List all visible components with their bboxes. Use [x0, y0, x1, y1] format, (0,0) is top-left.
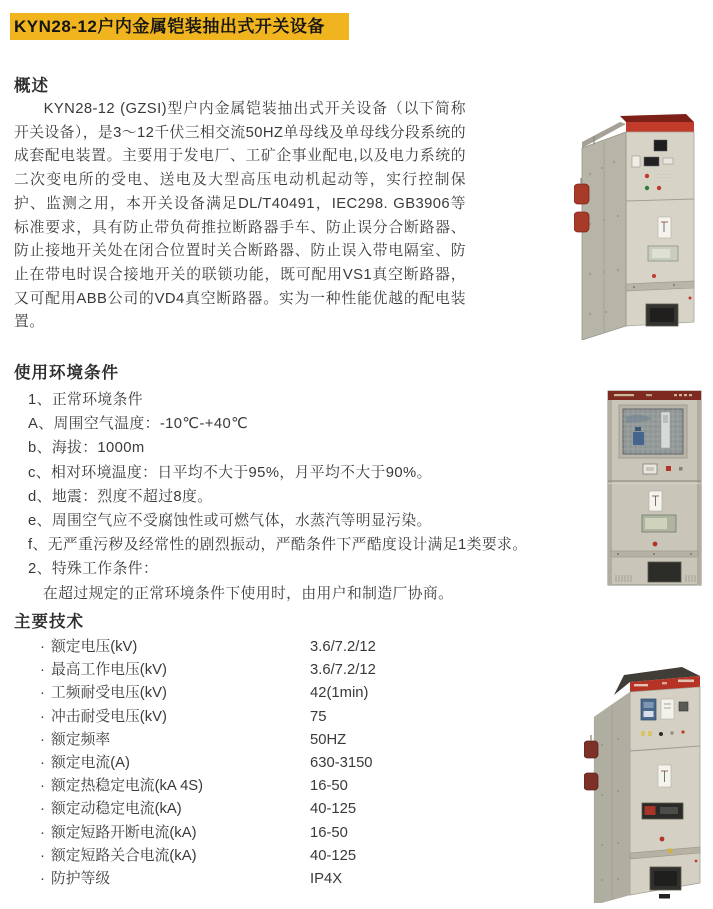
bullet-icon: ·	[40, 778, 45, 795]
switchgear-cabinet-2-illustration	[584, 655, 706, 903]
product-photo-switchgear-perspective	[574, 104, 700, 340]
spec-value: 3.6/7.2/12	[310, 639, 376, 655]
specs-list	[40, 636, 470, 891]
bullet-icon: ·	[40, 662, 45, 679]
env-item: e、周围空气应不受腐蚀性或可燃气体，水蒸汽等明显污染。	[28, 513, 432, 530]
env-item: 在超过规定的正常环境条件下使用时，由用户和制造厂协商。	[43, 585, 454, 602]
spec-label: 额定电压(kV)	[51, 639, 138, 655]
bullet-icon: ·	[40, 801, 45, 818]
spec-row	[40, 798, 470, 821]
spec-value: 42(1min)	[310, 685, 369, 702]
spec-row	[40, 775, 470, 798]
bullet-icon: ·	[40, 870, 45, 887]
spec-value: 75	[310, 708, 327, 725]
spec-value: IP4X	[310, 870, 343, 887]
spec-label: 额定动稳定电流(kA)	[51, 801, 182, 818]
bullet-icon: ·	[40, 731, 45, 748]
spec-label: 额定短路关合电流(kA)	[51, 847, 197, 864]
page-title: KYN28-12户内金属铠装抽出式开关设备	[10, 13, 349, 40]
spec-label: 额定电流(A)	[51, 754, 130, 771]
env-item: f、无严重污秽及经常性的剧烈振动，严酷条件下严酷度设计满足1类要求。	[28, 537, 528, 554]
spec-label: 防护等级	[51, 870, 111, 887]
env-item: c、相对环境温度：日平均不大于95%，月平均不大于90%。	[28, 464, 432, 481]
spec-row	[40, 636, 470, 659]
environment-heading: 使用环境条件	[14, 364, 119, 382]
spec-label: 最高工作电压(kV)	[51, 662, 167, 679]
spec-label: 额定频率	[51, 731, 111, 748]
spec-row	[40, 682, 470, 705]
env-item: A、周围空气温度：-10℃-+40℃	[28, 416, 249, 433]
spec-value: 630-3150	[310, 754, 373, 771]
env-item: b、海拔：1000m	[28, 440, 145, 457]
env-item: 2、特殊工作条件：	[28, 561, 159, 578]
spec-value: 40-125	[310, 801, 357, 818]
bullet-icon: ·	[40, 708, 45, 725]
spec-row	[40, 752, 470, 775]
bullet-icon: ·	[40, 685, 45, 702]
spec-value: 16-50	[310, 824, 348, 841]
spec-row	[40, 822, 470, 845]
spec-label: 额定短路开断电流(kA)	[51, 824, 197, 841]
spec-label: 冲击耐受电压(kV)	[51, 708, 167, 725]
spec-row	[40, 729, 470, 752]
spec-row	[40, 706, 470, 729]
spec-row	[40, 845, 470, 868]
spec-value: 50HZ	[310, 731, 347, 748]
spec-value: 3.6/7.2/12	[310, 662, 376, 679]
spec-row	[40, 659, 470, 682]
bullet-icon: ·	[40, 754, 45, 771]
bullet-icon: ·	[40, 639, 45, 655]
environment-list	[28, 388, 628, 606]
spec-value: 40-125	[310, 847, 357, 864]
bullet-icon: ·	[40, 824, 45, 841]
product-photo-switchgear-front	[606, 385, 703, 589]
spec-value: 16-50	[310, 778, 348, 795]
overview-heading: 概述	[14, 77, 49, 95]
env-item: 1、正常环境条件	[28, 392, 144, 408]
switchgear-front-illustration	[606, 385, 703, 589]
switchgear-cabinet-illustration	[574, 104, 700, 340]
spec-label: 工频耐受电压(kV)	[51, 685, 167, 702]
bullet-icon: ·	[40, 847, 45, 864]
product-photo-switchgear-perspective-2	[584, 655, 706, 903]
spec-row	[40, 868, 470, 891]
spec-label: 额定热稳定电流(kA 4S)	[51, 778, 204, 795]
overview-paragraph: KYN28-12 (GZSI)型户内金属铠装抽出式开关设备（以下简称开关设备），是3～12千伏三相交流50HZ单母线及单母线分段系统的成套配电装置。主要用于发电厂、工矿企事业配电,以及电力系统的二次变电所的受电、送电及大型高压电动机起动等，实行控制保护、监测之用，本开关设备满足DL/T40491，IEC298. GB3906等标准要求，具有防止带负荷推拉断路器手车、防止误分合断路器、防止接地开关处在闭合位置时关合断路器、防止误入带电隔室、防止在带电时误合接地开关的联锁功能，既可配用VS1真空断路器，又可配用ABB公司的VD4真空断路器。实为一种性能优越的配电装置。	[14, 101, 466, 331]
env-item: d、地震：烈度不超过8度。	[28, 488, 213, 505]
specs-heading: 主要技术	[14, 613, 84, 631]
